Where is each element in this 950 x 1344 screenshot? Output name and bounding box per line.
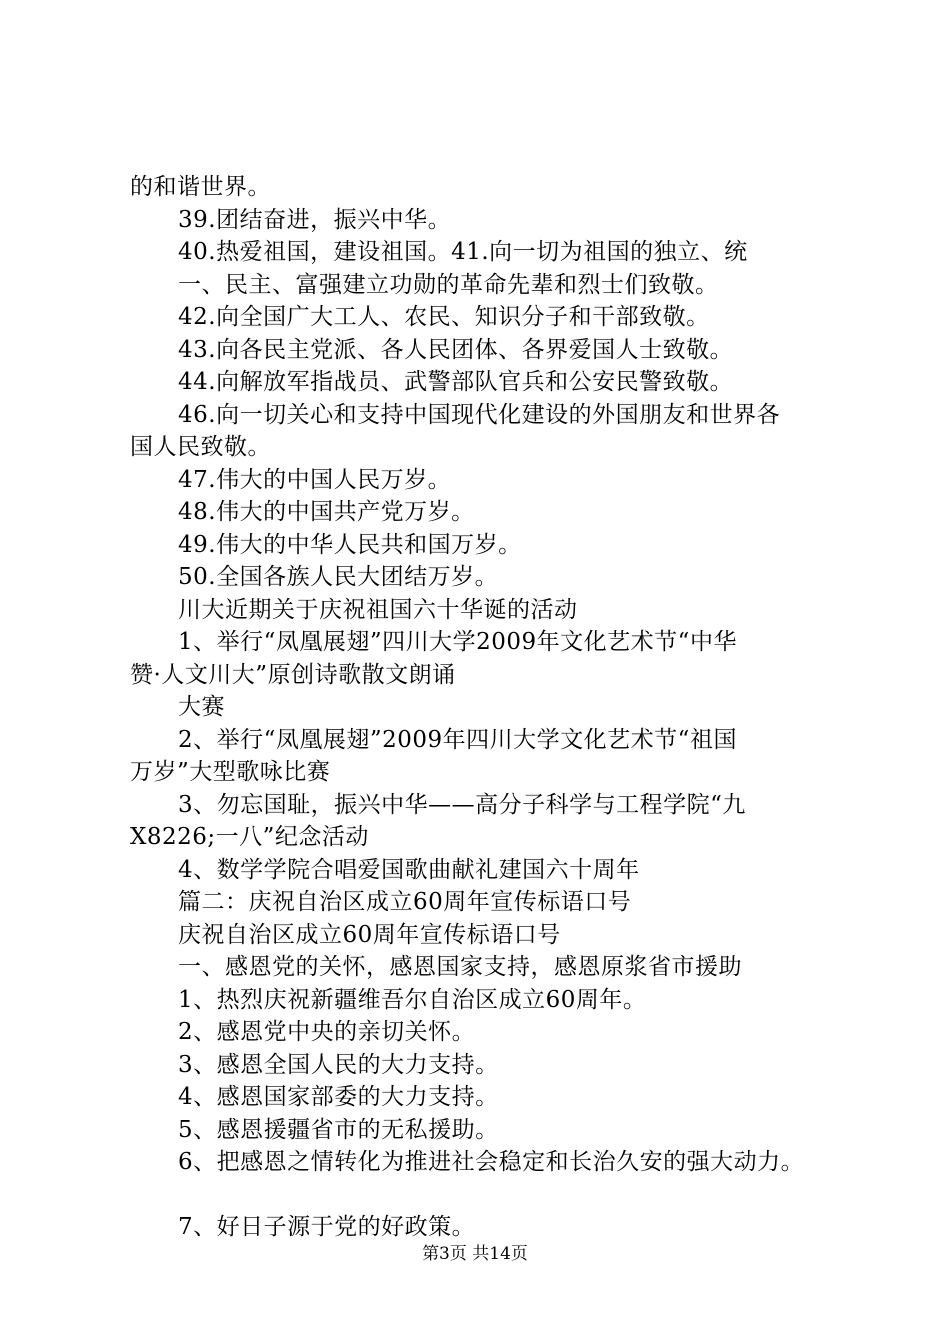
page-number-footer: 第3页 共14页 xyxy=(422,1244,528,1264)
text-line: 49.伟大的中华人民共和国万岁。 xyxy=(178,531,522,558)
text-line: 2、举行“凤凰展翅”2009年四川大学文化艺术节“祖国 xyxy=(178,726,737,753)
text-line: 46.向一切关心和支持中国现代化建设的外国朋友和世界各 xyxy=(178,401,781,428)
text-line: 42.向全国广大工人、农民、知识分子和干部致敬。 xyxy=(178,304,710,330)
text-line: 5、感恩援疆省市的无私援助。 xyxy=(178,1116,499,1143)
text-line: 3、感恩全国人民的大力支持。 xyxy=(178,1051,499,1078)
text-line: 2、感恩党中央的亲切关怀。 xyxy=(178,1019,476,1045)
text-line: 43.向各民主党派、各人民团体、各界爱国人士致敬。 xyxy=(178,336,734,363)
text-line: 1、热烈庆祝新疆维吾尔自治区成立60周年。 xyxy=(178,986,647,1013)
text-line: 40.热爱祖国，建设祖国。41.向一切为祖国的独立、统 xyxy=(178,239,748,265)
text-line: 万岁”大型歌咏比赛 xyxy=(130,759,331,785)
document-body xyxy=(130,171,850,1244)
text-line: 4、感恩国家部委的大力支持。 xyxy=(178,1084,499,1110)
section-title: 庆祝自治区成立60周年宣传标语口号 xyxy=(178,921,561,948)
text-line: 大赛 xyxy=(178,694,225,720)
text-line: 47.伟大的中国人民万岁。 xyxy=(178,466,452,493)
text-line: 川大近期关于庆祝祖国六十华诞的活动 xyxy=(178,596,578,623)
text-line: 44.向解放军指战员、武警部队官兵和公安民警致敬。 xyxy=(178,369,734,395)
text-line: 国人民致敬。 xyxy=(130,434,271,460)
section-heading: 篇二：庆祝自治区成立60周年宣传标语口号 xyxy=(178,889,632,915)
text-line: 6、把感恩之情转化为推进社会稳定和长治久安的强大动力。 xyxy=(178,1149,805,1175)
text-line: 1、举行“凤凰展翅”四川大学2009年文化艺术节“中华 xyxy=(178,629,737,655)
text-line: 一、民主、富强建立功勋的革命先辈和烈士们致敬。 xyxy=(178,271,719,298)
text-line: 赞·人文川大”原创诗歌散文朗诵 xyxy=(130,661,456,688)
text-line: 39.团结奋进，振兴中华。 xyxy=(178,206,452,233)
text-line: 50.全国各族人民大团结万岁。 xyxy=(178,564,499,590)
paragraph-gap xyxy=(130,1179,850,1212)
text-line: X8226;一八”纪念活动 xyxy=(130,824,369,850)
text-line: 一、感恩党的关怀，感恩国家支持，感恩原浆省市援助 xyxy=(178,954,742,980)
text-line: 4、数学学院合唱爱国歌曲献礼建国六十周年 xyxy=(178,856,640,883)
text-line: 48.伟大的中国共产党万岁。 xyxy=(178,499,475,525)
text-line: 7、好日子源于党的好政策。 xyxy=(178,1214,476,1240)
text-line: 3、勿忘国耻，振兴中华——高分子科学与工程学院“九 xyxy=(178,791,746,818)
text-line: 的和谐世界。 xyxy=(130,174,271,200)
